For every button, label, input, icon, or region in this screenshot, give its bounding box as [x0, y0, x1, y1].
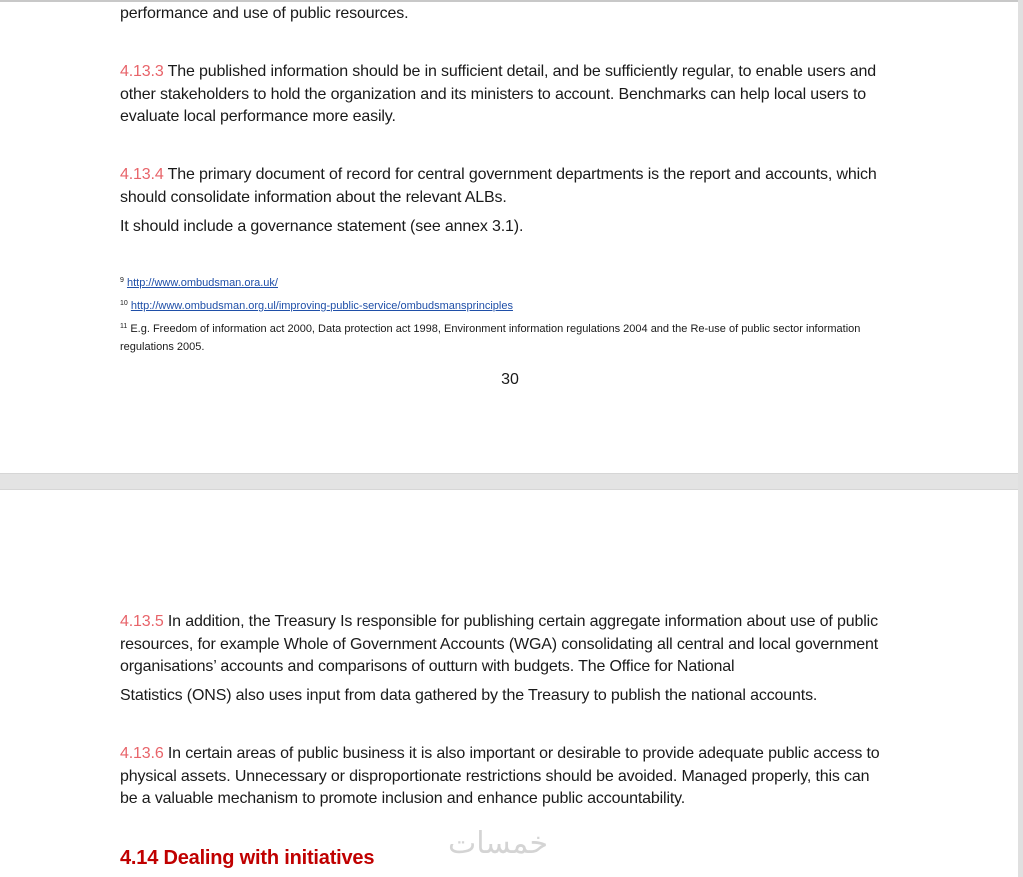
- paragraph-number: 4.13.4: [120, 166, 164, 183]
- paragraph-number: 4.13.6: [120, 745, 164, 762]
- paragraph-text: The published information should be in sufficient detail, and be sufficiently regular, to enable users and other stakeholders to hold the organization and its ministers to account. Benchmarks can help local users to evaluate local performance more easily.: [120, 63, 877, 125]
- footnote-mark: 10: [120, 300, 128, 307]
- paragraph-text: In certain areas of public business it is also important or desirable to provide adequate public access to physical assets. Unnecessary or disproportionate restrictions should be avoided. Managed properly, this can be a valuable mechanism to promote inclusion and enhance public accountability.: [120, 745, 880, 807]
- footnote-10: [120, 295, 910, 315]
- paragraph-4-13-5-continued: Statistics (ONS) also uses input from data gathered by the Treasury to publish the national accounts.: [120, 687, 818, 704]
- paragraph-number: 4.13.3: [120, 63, 164, 80]
- section-heading: 4.14 Dealing with initiatives: [120, 847, 375, 869]
- paragraph-number: 4.13.5: [120, 613, 164, 630]
- page-number: 30: [501, 371, 519, 388]
- paragraph-text: The primary document of record for central government departments is the report and accounts, which should consolidate information about the relevant ALBs.: [120, 166, 877, 206]
- continued-paragraph: performance and use of public resources.: [120, 5, 409, 22]
- footnote-link[interactable]: http://www.ombudsman.org.ul/improving-public-service/ombudsmansprinciples: [130, 300, 513, 312]
- paragraph-4-13-4: [120, 164, 905, 209]
- footnote-text: E.g. Freedom of information act 2000, Data protection act 1998, Environment information regulations 2004 and the Re-use of public sector information regulations 2005.: [120, 323, 861, 353]
- paragraph-4-13-3: [120, 61, 905, 129]
- footnote-link[interactable]: http://www.ombudsman.ora.uk/: [126, 277, 278, 289]
- paragraph-4-13-5: [120, 611, 905, 679]
- footnote-9: [120, 272, 910, 292]
- footnote-mark: 9: [120, 277, 124, 284]
- paragraph-text: In addition, the Treasury Is responsible for publishing certain aggregate information about use of public resources, for example Whole of Government Accounts (WGA) consolidating all central and local government organisations’ accounts and comparisons of outturn with budgets. The Office for National: [120, 613, 879, 675]
- watermark-logo: خمسات: [448, 826, 549, 861]
- footnote-mark: 11: [120, 323, 128, 330]
- paragraph-4-13-4-continued: It should include a governance statement (see annex 3.1).: [120, 218, 524, 235]
- page-separator: [0, 473, 1023, 490]
- document-page-31: [0, 490, 1018, 877]
- footnote-11: [120, 318, 895, 356]
- paragraph-4-13-6: [120, 743, 890, 811]
- scrollbar-track[interactable]: [1018, 0, 1023, 877]
